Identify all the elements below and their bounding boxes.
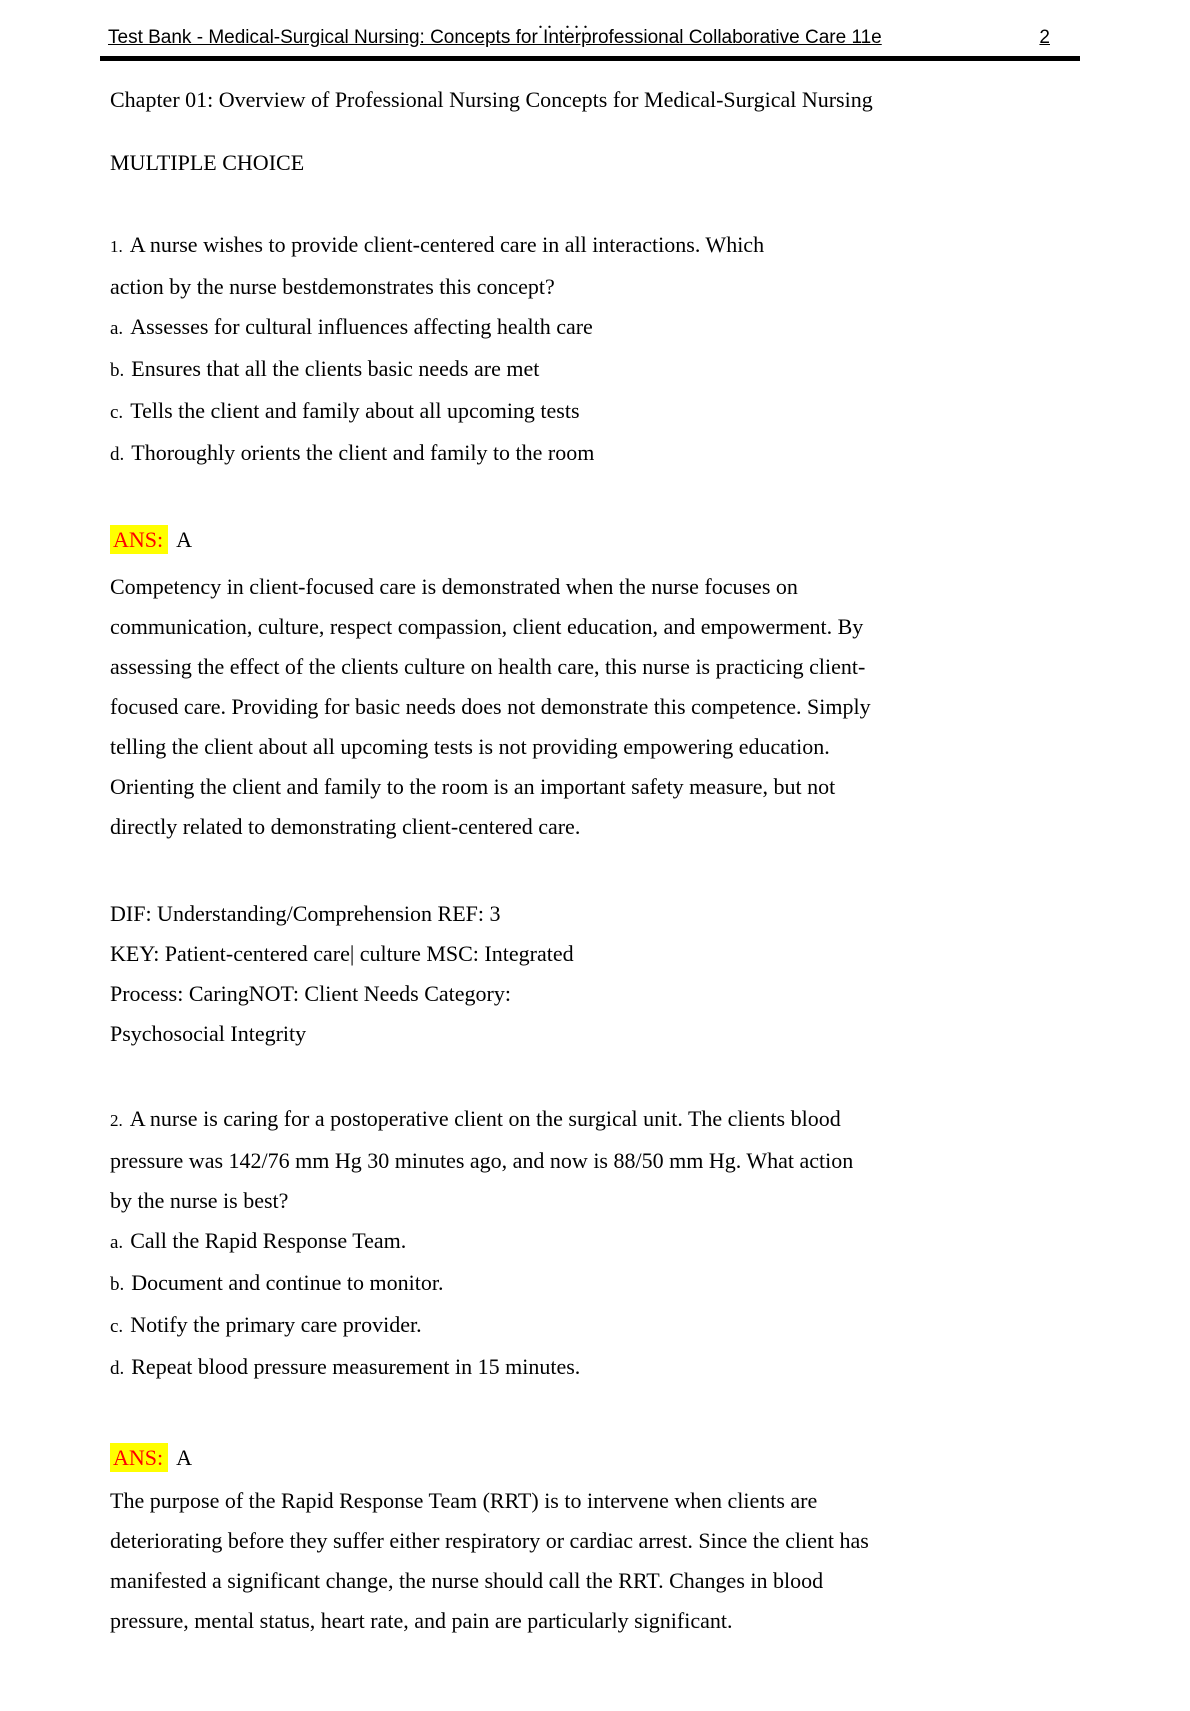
option-letter: a. [110,318,124,339]
question-1-option-a [110,307,1130,349]
option-text: Call the Rapid Response Team. [130,1228,407,1253]
document-body [0,80,1190,1641]
page-number: 2 [1039,27,1050,48]
question-2-stem-text: A nurse is caring for a postoperative client on the surgical unit. The clients blood [129,1106,841,1131]
question-1-meta-line: KEY: Patient-centered care| culture MSC: Integrated [110,941,574,966]
question-1-stem-text: A nurse wishes to provide client-centered care in all interactions. Which [129,232,765,257]
question-1-meta-line: Process: CaringNOT: Client Needs Category: [110,981,511,1006]
question-2-stem-line: pressure was 142/76 mm Hg 30 minutes ago, and now is 88/50 mm Hg. What action [110,1148,854,1173]
answer-value: A [176,527,193,552]
question-2-option-d [110,1347,1130,1389]
option-letter: d. [110,444,125,465]
question-1-answer-line [110,520,1130,560]
question-2-option-c [110,1305,1130,1347]
option-letter: d. [110,1358,125,1379]
question-1-rationale-line: assessing the effect of the clients culture on health care, this nurse is practicing client- [110,654,866,679]
question-2-rationale-line: manifested a significant change, the nurse should call the RRT. Changes in blood [110,1568,824,1593]
question-2-rationale-line: deteriorating before they suffer either respiratory or cardiac arrest. Since the client has [110,1528,869,1553]
question-2-answer-line [110,1438,1130,1478]
option-text: Assesses for cultural influences affecting health care [130,314,593,339]
clipped-text-fragment [538,11,628,33]
question-1-option-b [110,349,1130,391]
option-letter: c. [110,402,124,423]
option-text: Thoroughly orients the client and family to the room [131,440,595,465]
question-2-rationale-line: pressure, mental status, heart rate, and pain are particularly significant. [110,1608,733,1633]
option-letter: c. [110,1316,124,1337]
question-1-rationale-line: telling the client about all upcoming tests is not providing empowering education. [110,734,830,759]
section-heading: MULTIPLE CHOICE [110,150,305,175]
question-2-option-a [110,1221,1130,1263]
question-1-stem-line [110,225,1130,267]
answer-value: A [176,1445,193,1470]
question-2-stem-line: by the nurse is best? [110,1188,289,1213]
option-letter: b. [110,1274,125,1295]
question-1-meta-line: DIF: Understanding/Comprehension REF: 3 [110,901,501,926]
question-1-option-c [110,391,1130,433]
question-2-stem-line [110,1099,1130,1141]
option-text: Notify the primary care provider. [130,1312,422,1337]
document-page [0,11,1190,1711]
question-1-rationale-line: directly related to demonstrating client-centered care. [110,814,581,839]
answer-label-highlight: ANS: [110,525,168,554]
question-1-stem-line: action by the nurse bestdemonstrates this concept? [110,274,555,299]
question-1-rationale-line: communication, culture, respect compassion, client education, and empowerment. By [110,614,864,639]
question-1-rationale-line: Competency in client-focused care is demonstrated when the nurse focuses on [110,574,798,599]
chapter-title: Chapter 01: Overview of Professional Nursing Concepts for Medical-Surgical Nursing [110,87,873,112]
header-title: Test Bank - Medical-Surgical Nursing: Concepts for Interprofessional Collaborative Care 11e [108,27,882,48]
question-2-option-b [110,1263,1130,1305]
question-1-number: 1. [110,237,123,256]
option-text: Repeat blood pressure measurement in 15 minutes. [131,1354,581,1379]
option-letter: a. [110,1232,124,1253]
option-text: Ensures that all the clients basic needs are met [131,356,540,381]
question-1-option-d [110,433,1130,475]
question-2-rationale-line: The purpose of the Rapid Response Team (RRT) is to intervene when clients are [110,1488,818,1513]
option-text: Tells the client and family about all upcoming tests [130,398,580,423]
question-1-rationale-line: Orienting the client and family to the room is an important safety measure, but not [110,774,836,799]
option-text: Document and continue to monitor. [131,1270,444,1295]
question-1-meta-line: Psychosocial Integrity [110,1021,307,1046]
option-letter: b. [110,360,125,381]
answer-label-highlight: ANS: [110,1443,168,1472]
clipped-text: .. ... [538,11,592,33]
question-1-rationale-line: focused care. Providing for basic needs does not demonstrate this competence. Simply [110,694,871,719]
question-2-number: 2. [110,1111,123,1130]
